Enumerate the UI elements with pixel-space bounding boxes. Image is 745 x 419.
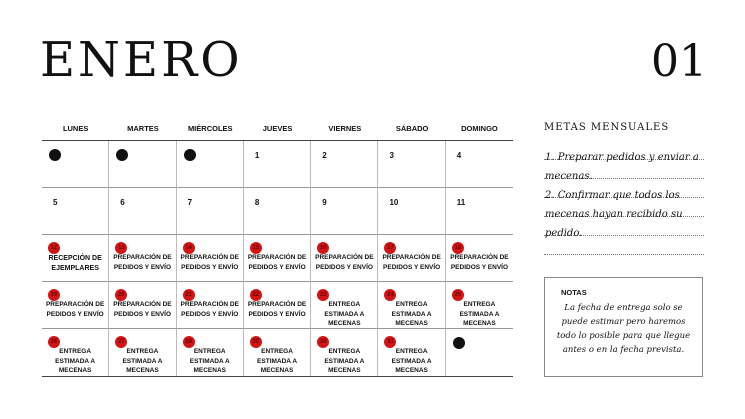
calendar-cell xyxy=(177,141,244,188)
day-number: 3 xyxy=(389,151,394,160)
calendar-cell xyxy=(244,188,311,235)
day-task-label: RECEPCIÓN DE EJEMPLARES xyxy=(48,255,102,272)
calendar-cell xyxy=(311,235,378,282)
day-task-label: PREPARACIÓN DE PEDIDOS Y ENVÍO xyxy=(180,254,239,271)
day-number-marker: 20 xyxy=(115,289,127,301)
day-number: 4 xyxy=(456,151,462,160)
calendar-cell xyxy=(177,235,244,282)
calendar xyxy=(42,118,513,377)
calendar-cell xyxy=(446,141,513,188)
day-number: 8 xyxy=(254,198,260,207)
calendar-cell xyxy=(378,141,445,188)
day-task-label: PREPARACIÓN DE PEDIDOS Y ENVÍO xyxy=(45,301,105,318)
calendar-cell xyxy=(42,141,109,188)
calendar-cell xyxy=(177,282,244,329)
day-number-marker: 24 xyxy=(384,289,396,301)
calendar-cell xyxy=(109,141,176,188)
day-number: 9 xyxy=(322,198,327,207)
calendar-cell xyxy=(177,188,244,235)
calendar-cell xyxy=(311,141,378,188)
day-number-marker: 14 xyxy=(183,242,195,254)
day-task-label: PREPARACIÓN DE PEDIDOS Y ENVÍO xyxy=(180,301,239,318)
day-number-marker: 12 xyxy=(48,242,60,254)
goals-list xyxy=(545,148,705,243)
calendar-cell xyxy=(311,282,378,329)
day-number: 1 xyxy=(254,151,260,160)
notes-text: La fecha de entrega solo se puede estimar pero haremos todo lo posible para que llegue antes o en la fecha prevista. xyxy=(556,303,691,355)
day-task-label: PREPARACIÓN DE PEDIDOS Y ENVÍO xyxy=(450,254,509,271)
goal-item: 1. Preparar pedidos y enviar a mecenas. xyxy=(545,152,699,182)
day-task-label: ENTREGA ESTIMADA A MECENAS xyxy=(324,301,365,327)
calendar-cell xyxy=(244,282,311,329)
day-number-marker: 28 xyxy=(183,336,195,348)
weekday-label: JUEVES xyxy=(262,124,293,133)
calendar-cell xyxy=(109,188,176,235)
day-task-label: PREPARACIÓN DE PEDIDOS Y ENVÍO xyxy=(382,254,441,271)
calendar-cell xyxy=(446,329,513,376)
notes-title: NOTAS xyxy=(561,288,587,297)
bullet-dot-icon xyxy=(453,337,465,349)
weekday-label: DOMINGO xyxy=(461,124,498,133)
weekday-label: VIERNES xyxy=(328,124,362,133)
day-number-marker: 29 xyxy=(250,336,262,348)
calendar-cell xyxy=(378,329,445,376)
day-number-marker: 21 xyxy=(183,289,195,301)
calendar-cell xyxy=(311,188,378,235)
calendar-cell xyxy=(378,235,445,282)
day-number-marker: 13 xyxy=(115,242,127,254)
day-number: 10 xyxy=(389,198,399,207)
bullet-dot-icon xyxy=(184,149,196,161)
day-number-marker: 18 xyxy=(452,242,464,254)
calendar-cell xyxy=(109,235,176,282)
goals-title: METAS MENSUALES xyxy=(544,122,670,133)
notes-box xyxy=(544,277,703,377)
month-number: 01 xyxy=(651,36,707,87)
calendar-cell xyxy=(244,235,311,282)
day-number: 2 xyxy=(322,151,327,160)
calendar-cell xyxy=(42,188,109,235)
day-task-label: PREPARACIÓN DE PEDIDOS Y ENVÍO xyxy=(247,254,307,271)
day-task-label: PREPARACIÓN DE PEDIDOS Y ENVÍO xyxy=(113,301,172,318)
calendar-cell xyxy=(244,329,311,376)
day-task-label: ENTREGA ESTIMADA A MECENAS xyxy=(324,348,365,374)
day-number-marker: 25 xyxy=(452,289,464,301)
day-number-marker: 22 xyxy=(250,289,262,301)
calendar-cell xyxy=(378,282,445,329)
day-number-marker: 23 xyxy=(317,289,329,301)
day-number-marker: 17 xyxy=(384,242,396,254)
calendar-cell xyxy=(446,188,513,235)
day-number-marker: 16 xyxy=(317,242,329,254)
month-title: ENERO xyxy=(40,32,243,88)
day-number-marker: 27 xyxy=(115,336,127,348)
day-number: 11 xyxy=(456,198,466,207)
day-task-label: ENTREGA ESTIMADA A MECENAS xyxy=(122,348,163,374)
day-number-marker: 15 xyxy=(250,242,262,254)
day-task-label: ENTREGA ESTIMADA A MECENAS xyxy=(257,348,298,374)
day-number-marker: 30 xyxy=(317,336,329,348)
calendar-cell xyxy=(446,282,513,329)
day-task-label: PREPARACIÓN DE PEDIDOS Y ENVÍO xyxy=(113,254,172,271)
calendar-cell xyxy=(446,235,513,282)
bullet-dot-icon xyxy=(49,149,61,161)
day-task-label: ENTREGA ESTIMADA A MECENAS xyxy=(391,348,432,374)
weekday-label: MARTES xyxy=(127,124,159,133)
day-task-label: ENTREGA ESTIMADA A MECENAS xyxy=(189,348,230,374)
day-number: 6 xyxy=(120,198,125,207)
weekday-label: SÁBADO xyxy=(395,124,429,133)
weekday-label: MIÉRCOLES xyxy=(187,124,233,133)
weekday-label: LUNES xyxy=(62,124,89,133)
day-number-marker: 19 xyxy=(48,289,60,301)
calendar-cell xyxy=(109,282,176,329)
day-number-marker: 31 xyxy=(384,336,396,348)
calendar-cell xyxy=(244,141,311,188)
day-number: 5 xyxy=(53,198,58,207)
day-number: 7 xyxy=(187,198,193,207)
day-task-label: PREPARACIÓN DE PEDIDOS Y ENVÍO xyxy=(247,301,307,318)
calendar-grid xyxy=(42,140,513,377)
calendar-cell xyxy=(42,329,109,376)
calendar-cell xyxy=(109,329,176,376)
calendar-cell xyxy=(311,329,378,376)
bullet-dot-icon xyxy=(116,149,128,161)
day-task-label: ENTREGA ESTIMADA A MECENAS xyxy=(55,348,96,374)
calendar-cell xyxy=(378,188,445,235)
goal-item: 2. Confirmar que todos los mecenas hayan recibido su pedido. xyxy=(545,190,683,239)
day-task-label: ENTREGA ESTIMADA A MECENAS xyxy=(459,301,500,327)
day-task-label: PREPARACIÓN DE PEDIDOS Y ENVÍO xyxy=(315,254,374,271)
weekday-header xyxy=(42,118,513,140)
calendar-cell xyxy=(177,329,244,376)
day-task-label: ENTREGA ESTIMADA A MECENAS xyxy=(391,301,432,327)
calendar-cell xyxy=(42,282,109,329)
calendar-cell xyxy=(42,235,109,282)
day-number-marker: 26 xyxy=(48,336,60,348)
